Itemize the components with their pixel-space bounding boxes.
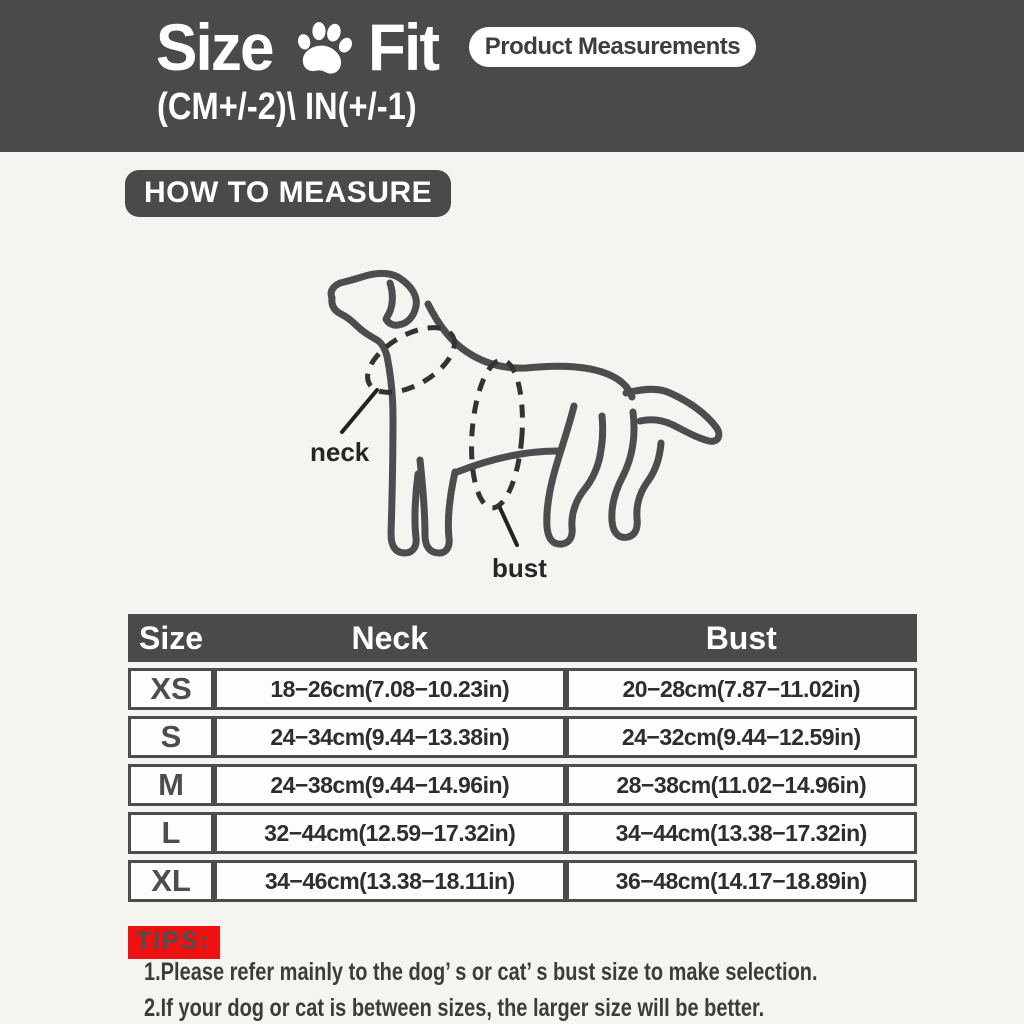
neck-range: 18−26cm(7.08−10.23in) — [214, 668, 566, 710]
size-table — [128, 608, 917, 908]
col-header-size: Size — [128, 614, 214, 662]
size-value: S — [128, 716, 214, 758]
title-size: Size — [156, 10, 273, 84]
tolerance-note: (CM+/-2)\ IN(+/-1) — [157, 86, 417, 128]
neck-range: 34−46cm(13.38−18.11in) — [214, 860, 566, 902]
bust-range: 20−28cm(7.87−11.02in) — [566, 668, 918, 710]
tip-line-2: 2.If your dog or cat is between sizes, the larger size will be better. — [144, 994, 765, 1022]
table-row — [128, 668, 917, 710]
size-value: M — [128, 764, 214, 806]
bust-label: bust — [492, 553, 547, 583]
size-value: XL — [128, 860, 214, 902]
bust-measure-ellipse — [467, 358, 527, 509]
how-to-measure-badge: HOW TO MEASURE — [125, 170, 451, 217]
paw-icon — [294, 17, 354, 77]
neck-range: 24−38cm(9.44−14.96in) — [214, 764, 566, 806]
title-row — [156, 10, 756, 84]
bust-range: 34−44cm(13.38−17.32in) — [566, 812, 918, 854]
neck-label: neck — [310, 437, 370, 467]
bust-leader-line — [500, 508, 517, 545]
table-row — [128, 812, 917, 854]
size-value: L — [128, 812, 214, 854]
table-row — [128, 716, 917, 758]
tips-heading: TIPS: — [128, 926, 220, 959]
table-row — [128, 764, 917, 806]
dog-outline — [331, 273, 719, 553]
title-fit: Fit — [368, 10, 439, 84]
header-banner — [0, 0, 1024, 152]
neck-leader-line — [342, 390, 377, 432]
neck-range: 24−34cm(9.44−13.38in) — [214, 716, 566, 758]
col-header-bust: Bust — [566, 614, 918, 662]
neck-range: 32−44cm(12.59−17.32in) — [214, 812, 566, 854]
bust-range: 36−48cm(14.17−18.89in) — [566, 860, 918, 902]
dog-measurement-diagram — [250, 250, 800, 600]
bust-range: 24−32cm(9.44−12.59in) — [566, 716, 918, 758]
table-header-row — [128, 614, 917, 662]
product-measurements-badge: Product Measurements — [469, 27, 756, 67]
col-header-neck: Neck — [214, 614, 566, 662]
size-value: XS — [128, 668, 214, 710]
table-row — [128, 860, 917, 902]
tip-line-1: 1.Please refer mainly to the dog’ s or cat’ s bust size to make selection. — [144, 958, 818, 986]
bust-range: 28−38cm(11.02−14.96in) — [566, 764, 918, 806]
